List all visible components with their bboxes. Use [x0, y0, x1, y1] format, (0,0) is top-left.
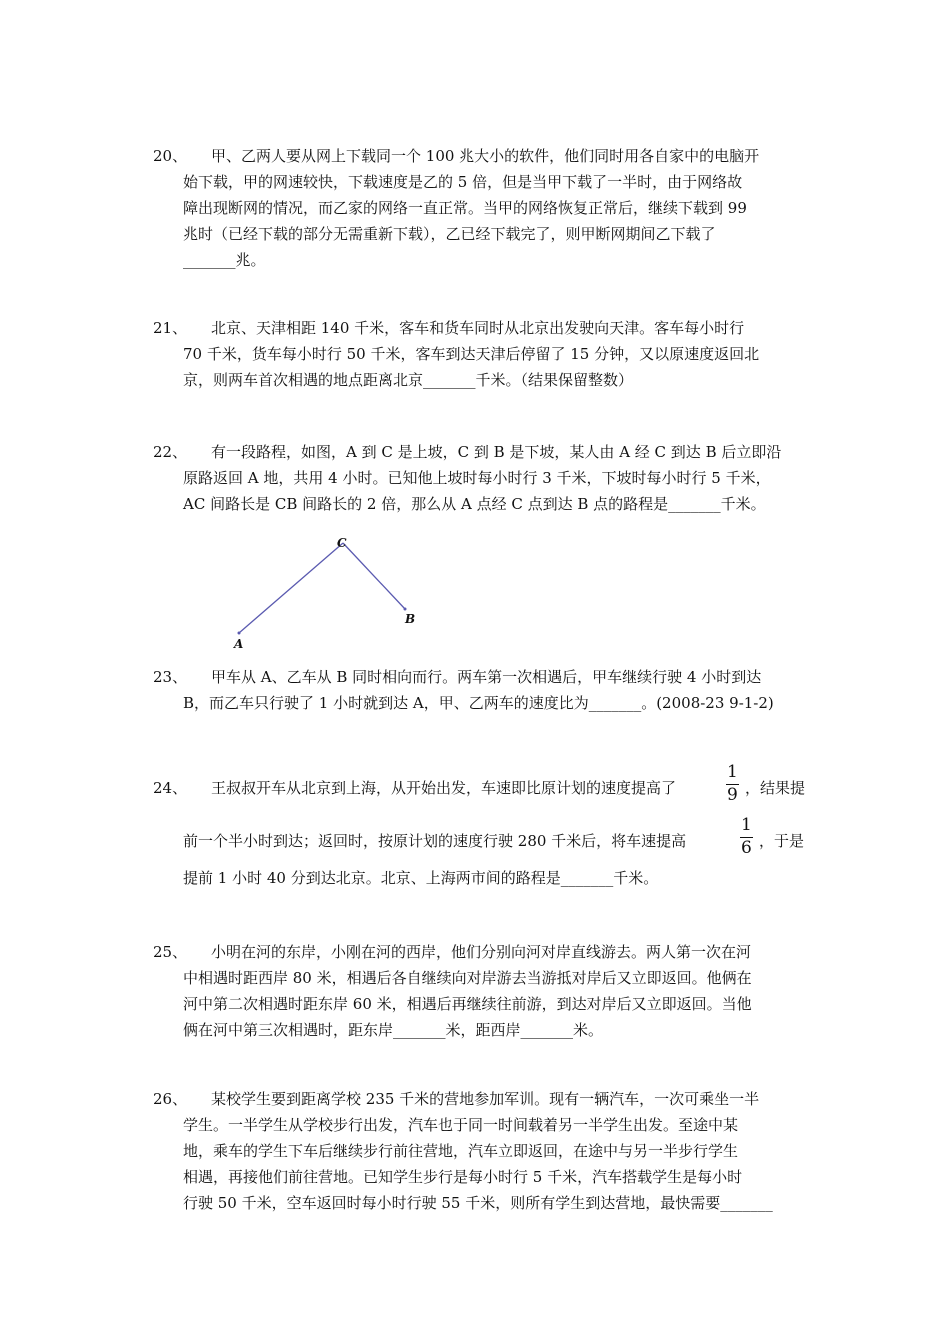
question-number: 20、: [153, 147, 188, 165]
question-text-line: 原路返回 A 地，共用 4 小时。已知他上坡时每小时行 3 千米，下坡时每小时行 5 千米，: [183, 469, 771, 487]
question-text-line: 70 千米，货车每小时行 50 千米，客车到达天津后停留了 15 分钟，又以原速度返回北: [183, 345, 760, 363]
slope-diagram: [225, 533, 425, 653]
question-text-line: 俩在河中第三次相遇时，距东岸_______米，距西岸_______米。: [183, 1021, 604, 1039]
question-text-line: 前一个半小时到达；返回时，按原计划的速度行驶 280 千米后，将车速提高: [183, 832, 687, 850]
question-text-line: 某校学生要到距离学校 235 千米的营地参加军训。现有一辆汽车，一次可乘坐一半: [211, 1090, 760, 1108]
fraction-one-sixth: [740, 817, 753, 857]
question-text-line: 障出现断网的情况，而乙家的网络一直正常。当甲的网络恢复正常后，继续下载到 99: [183, 199, 747, 217]
fraction-one-ninth: [726, 764, 739, 804]
question-text-line: ，于是: [759, 832, 805, 850]
question-text-line: 河中第二次相遇时距东岸 60 米，相遇后再继续往前游，到达对岸后又立即返回。当他: [183, 995, 752, 1013]
question-text-line: 行驶 50 千米，空车返回时每小时行驶 55 千米，则所有学生到达营地，最快需要_______: [183, 1194, 773, 1212]
question-text-line: B，而乙车只行驶了 1 小时就到达 A，甲、乙两车的速度比为_______。(2008-23 9-1-2): [183, 694, 774, 712]
question-text-line: 相遇，再接他们前往营地。已知学生步行是每小时行 5 千米，汽车搭载学生是每小时: [183, 1168, 743, 1186]
point-a: [238, 632, 241, 635]
point-b: [404, 608, 407, 611]
question-text-line: 甲车从 A、乙车从 B 同时相向而行。两车第一次相遇后，甲车继续行驶 4 小时到达: [211, 668, 762, 686]
question-text-line: AC 间路长是 CB 间路长的 2 倍，那么从 A 点经 C 点到达 B 点的路程是_______千米。: [183, 495, 766, 513]
question-text-line: 兆时（已经下载的部分无需重新下载），乙已经下载完了，则甲断网期间乙下载了: [183, 225, 716, 243]
downhill-segment-cb: [343, 543, 405, 609]
question-text-line: 有一段路程，如图，A 到 C 是上坡，C 到 B 是下坡，某人由 A 经 C 到达 B 后立即沿: [211, 443, 782, 461]
question-text-line: 北京、天津相距 140 千米，客车和货车同时从北京出发驶向天津。客车每小时行: [211, 319, 745, 337]
label-a: A: [234, 637, 244, 651]
question-text-line: _______兆。: [183, 251, 266, 269]
question-text-line: 甲、乙两人要从网上下载同一个 100 兆大小的软件，他们同时用各自家中的电脑开: [211, 147, 760, 165]
question-text-line: 提前 1 小时 40 分到达北京。北京、上海两市间的路程是_______千米。: [183, 869, 659, 887]
question-text-line: 学生。一半学生从学校步行出发，汽车也于同一时间载着另一半学生出发。至途中某: [183, 1116, 739, 1134]
fraction-denominator: 9: [727, 785, 738, 805]
fraction-denominator: 6: [741, 838, 752, 858]
question-number: 21、: [153, 319, 188, 337]
question-number: 24、: [153, 779, 188, 797]
question-text-line: 地，乘车的学生下车后继续步行前往营地，汽车立即返回，在途中与另一半步行学生: [183, 1142, 739, 1160]
fraction-numerator: 1: [741, 815, 752, 835]
question-text-line: 王叔叔开车从北京到上海，从开始出发，车速即比原计划的速度提高了: [211, 779, 677, 797]
question-number: 26、: [153, 1090, 188, 1108]
question-text-line: 京，则两车首次相遇的地点距离北京_______千米。（结果保留整数）: [183, 371, 634, 389]
label-c: C: [337, 536, 347, 550]
question-number: 23、: [153, 668, 188, 686]
question-text-line: 始下载，甲的网速较快，下载速度是乙的 5 倍，但是当甲下载了一半时，由于网络故: [183, 173, 743, 191]
question-text-line: 中相遇时距西岸 80 米，相遇后各自继续向对岸游去当游抵对岸后又立即返回。他俩在: [183, 969, 752, 987]
question-text-line: 小明在河的东岸，小刚在河的西岸，他们分别向河对岸直线游去。两人第一次在河: [211, 943, 752, 961]
question-text-line: ，结果提: [745, 779, 806, 797]
label-b: B: [405, 612, 416, 626]
question-number: 22、: [153, 443, 188, 461]
uphill-segment-ac: [239, 543, 343, 633]
fraction-numerator: 1: [727, 762, 738, 782]
question-number: 25、: [153, 943, 188, 961]
